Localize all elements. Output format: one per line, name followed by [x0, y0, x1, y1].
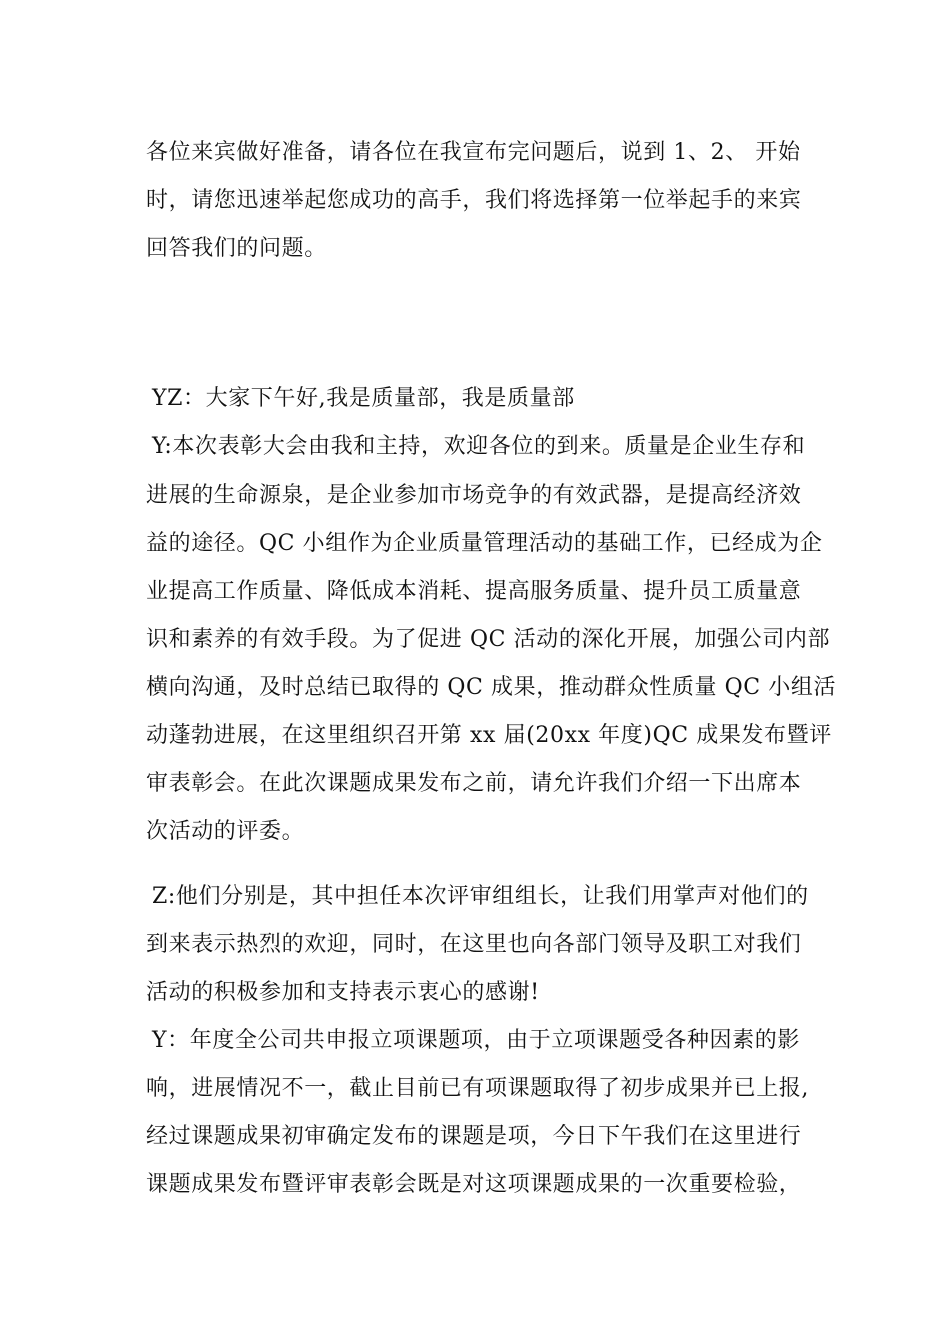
text-line: 到来表示热烈的欢迎，同时，在这里也向各部门领导及职工对我们	[146, 932, 802, 957]
text-line: 时，请您迅速举起您成功的高手，我们将选择第一位举起手的来宾	[146, 188, 802, 213]
text-line: 益的途径。QC 小组作为企业质量管理活动的基础工作，已经成为企	[146, 531, 823, 556]
text-line: 活动的积极参加和支持表示衷心的感谢!	[146, 980, 540, 1005]
text-line: 识和素养的有效手段。为了促进 QC 活动的深化开展，加强公司内部	[146, 627, 831, 652]
text-line: 次活动的评委。	[146, 819, 305, 844]
text-line: 动蓬勃进展，在这里组织召开第 xx 届(20xx 年度)QC 成果发布暨评	[146, 723, 832, 748]
text-line: 课题成果发布暨评审表彰会既是对这项课题成果的一次重要检验，	[146, 1172, 802, 1197]
text-line: 经过课题成果初审确定发布的课题是项，今日下午我们在这里进行	[146, 1124, 802, 1149]
text-line: 各位来宾做好准备，请各位在我宣布完问题后，说到 1、2、 开始	[146, 140, 801, 165]
text-line: 审表彰会。在此次课题成果发布之前，请允许我们介绍一下出席本	[146, 771, 802, 796]
speaker-line-z: Z:他们分别是，其中担任本次评审组组长，让我们用掌声对他们的	[152, 884, 809, 909]
text-line: 响，进展情况不一，截止目前已有项课题取得了初步成果并已上报,	[146, 1076, 809, 1101]
text-line: 横向沟通，及时总结已取得的 QC 成果，推动群众性质量 QC 小组活	[146, 675, 837, 700]
text-line: 进展的生命源泉，是企业参加市场竞争的有效武器，是提高经济效	[146, 483, 802, 508]
speaker-line-y: Y：年度全公司共申报立项课题项，由于立项课题受各种因素的影	[152, 1028, 800, 1053]
speaker-line-yz: YZ：大家下午好,我是质量部，我是质量部	[152, 386, 575, 411]
text-line: 回答我们的问题。	[146, 236, 327, 261]
speaker-line-y: Y:本次表彰大会由我和主持，欢迎各位的到来。质量是企业生存和	[152, 434, 806, 459]
text-line: 业提高工作质量、降低成本消耗、提高服务质量、提升员工质量意	[146, 579, 802, 604]
